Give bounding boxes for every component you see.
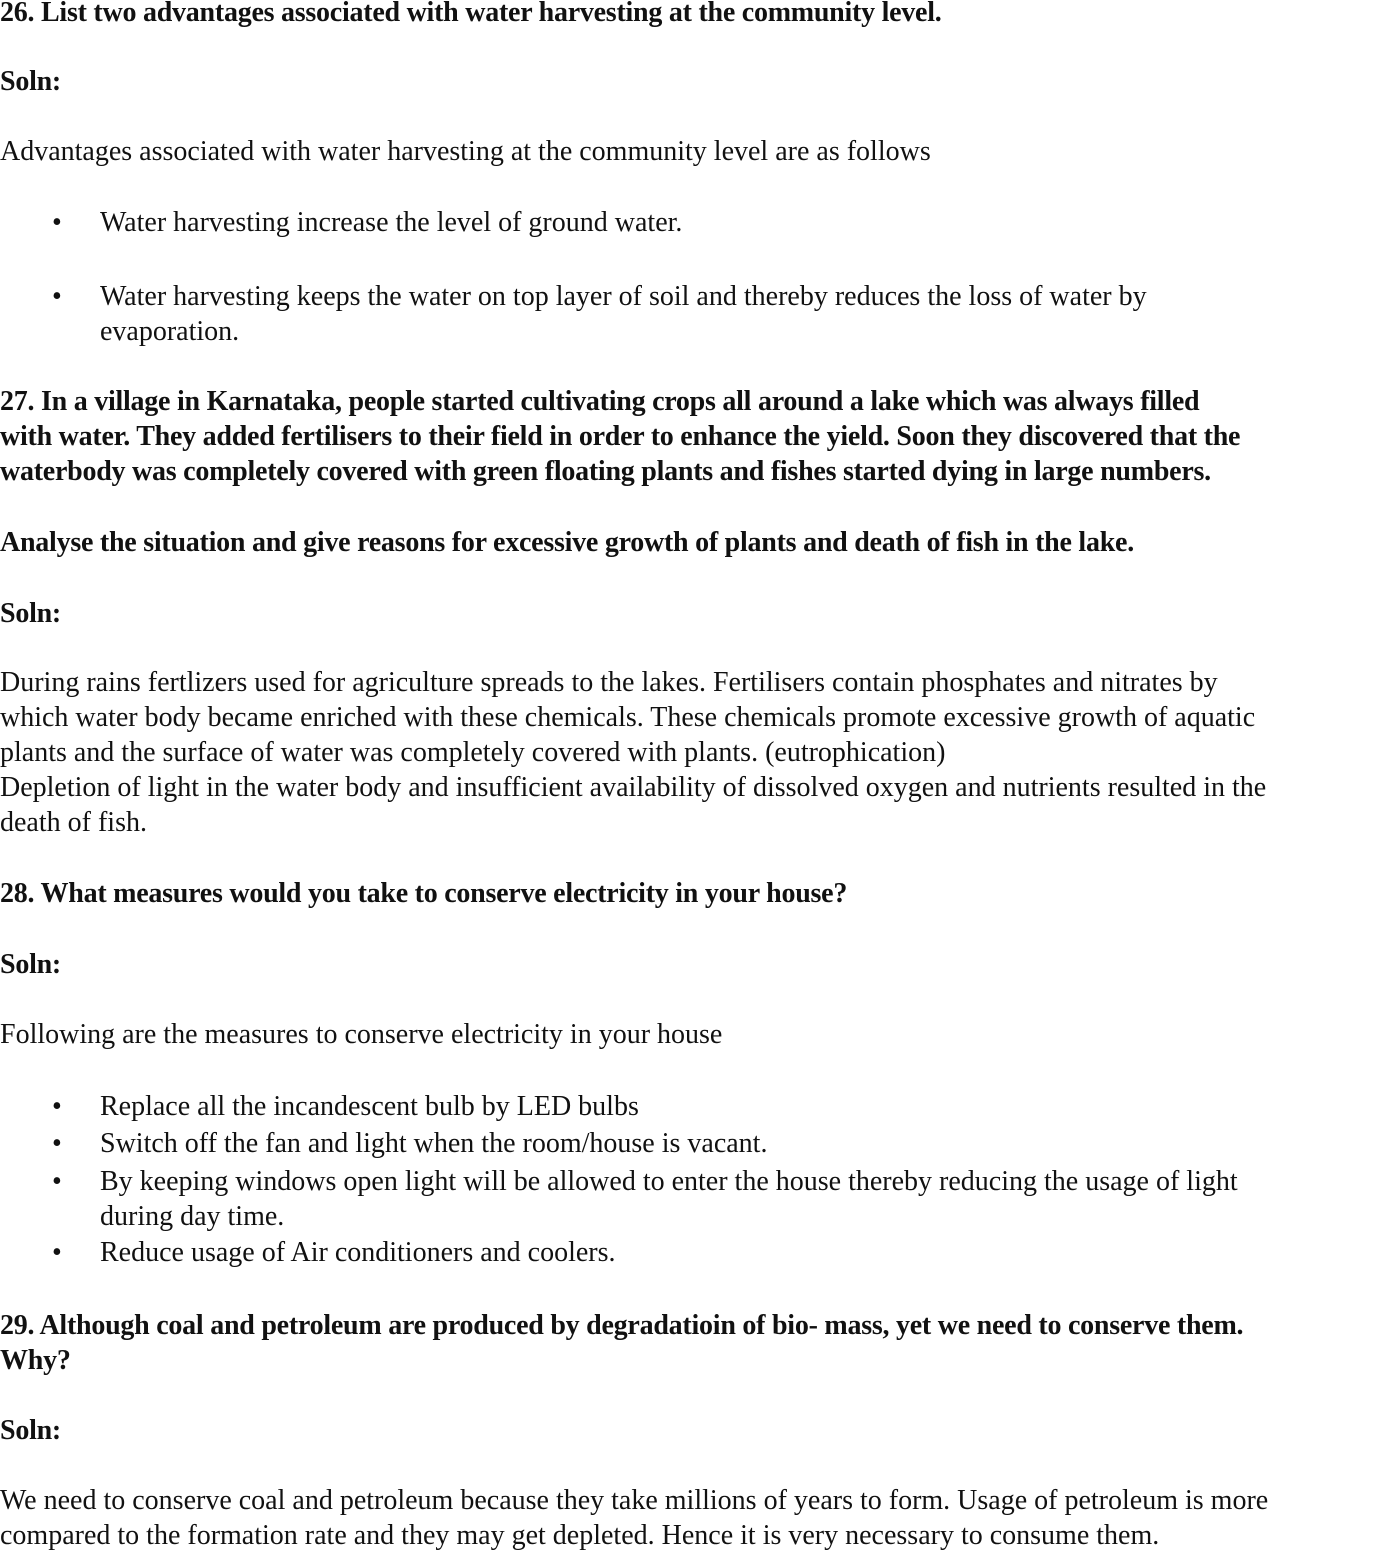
question-29: 29. Although coal and petroleum are produced by degradatioin of bio- mass, yet we need to conserve them. Why? [0, 1310, 1244, 1376]
q27-answer: During rains fertlizers used for agriculture spreads to the lakes. Fertilisers contain phosphates and nitrates by which water body became enriched with these chemicals. These chemicals promote excessive growth of aquatic plants and the surface of water was completely covered with plants. (eutrophication) Depletion of light in the water body and insufficient availability of dissolved oxygen and nutrients resulted in the death of fish. [0, 667, 1267, 838]
bullet-icon: • [52, 1091, 62, 1122]
q26-bullet-item [0, 279, 1388, 349]
q28-soln-label: Soln: [0, 949, 61, 980]
q29-soln-label: Soln: [0, 1415, 61, 1446]
q28-bullet-text: By keeping windows open light will be allowed to enter the house thereby reducing the usage of light during day time. [100, 1166, 1238, 1232]
bullet-icon: • [52, 1166, 62, 1197]
q28-bullet-text: Switch off the fan and light when the room/house is vacant. [100, 1128, 768, 1159]
q27-soln-label: Soln: [0, 598, 61, 629]
q26-bullet-text: Water harvesting increase the level of ground water. [100, 207, 683, 238]
bullet-icon: • [52, 1237, 62, 1268]
question-27: 27. In a village in Karnataka, people started cultivating crops all around a lake which was always filled with water. They added fertilisers to their field in order to enhance the yield. Soon they discovered that the waterbody was completely covered with green floating plants and fishes started dying in large numbers. [0, 386, 1241, 487]
q28-bullet-item [0, 1126, 1388, 1161]
question-28: 28. What measures would you take to conserve electricity in your house? [0, 878, 848, 909]
question-26: 26. List two advantages associated with water harvesting at the community level. [0, 0, 942, 28]
question-27-part-2: Analyse the situation and give reasons for excessive growth of plants and death of fish in the lake. [0, 527, 1134, 558]
q26-soln-label: Soln: [0, 66, 61, 97]
q28-intro: Following are the measures to conserve electricity in your house [0, 1019, 723, 1050]
q29-answer: We need to conserve coal and petroleum because they take millions of years to form. Usage of petroleum is more compared to the formation rate and they may get depleted. Hence it is very necessary to consume them. [0, 1485, 1269, 1551]
q28-bullet-item [0, 1164, 1388, 1234]
q28-bullet-text: Replace all the incandescent bulb by LED bulbs [100, 1091, 639, 1122]
bullet-icon: • [52, 1128, 62, 1159]
q26-intro: Advantages associated with water harvesting at the community level are as follows [0, 136, 931, 167]
bullet-icon: • [52, 281, 62, 312]
q28-bullet-text: Reduce usage of Air conditioners and coolers. [100, 1237, 616, 1268]
q26-bullet-text: Water harvesting keeps the water on top layer of soil and thereby reduces the loss of water by evaporation. [100, 281, 1147, 347]
q26-bullet-item [0, 205, 1388, 240]
bullet-icon: • [52, 207, 62, 238]
q28-bullet-item [0, 1235, 1388, 1270]
q28-bullet-item [0, 1089, 1388, 1124]
